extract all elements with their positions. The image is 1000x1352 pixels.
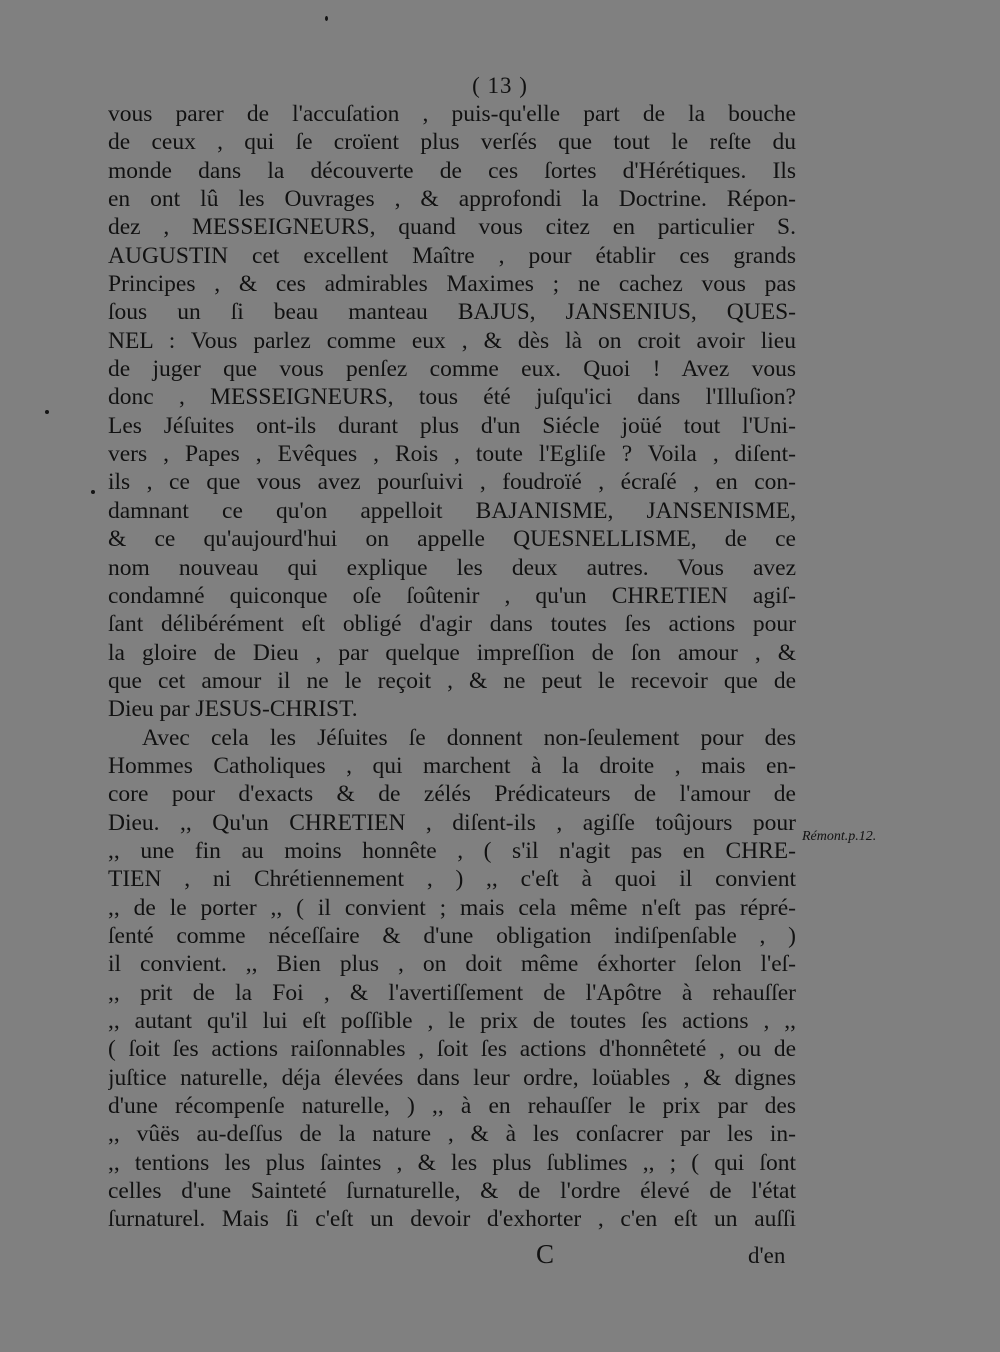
text-line: de ceux , qui ſe croïent plus verſés que tout le reſte du xyxy=(108,129,796,156)
margin-note: Rémont.p.12. xyxy=(802,829,877,844)
text-line: dez , MESSEIGNEURS, quand vous citez en particulier S. xyxy=(108,214,796,241)
text-line: condamné quiconque oſe ſoûtenir , qu'un CHRETIEN agiſ- xyxy=(108,582,796,609)
text-line: ,, de le porter ,, ( il convient ; mais cela même n'eſt pas répré- xyxy=(108,894,796,921)
catchword: d'en xyxy=(748,1243,786,1268)
text-line: que cet amour il ne le reçoit , & ne peut le recevoir que de xyxy=(108,667,796,694)
text-line: ( ſoit ſes actions raiſonnables , ſoit ſes actions d'honnêteté , ou de xyxy=(108,1036,796,1063)
text-line: Dieu. ,, Qu'un CHRETIEN , diſent-ils , agiſſe toûjours pour xyxy=(108,809,796,836)
signature-mark: C xyxy=(536,1239,555,1269)
text-line: ,, tentions les plus ſaintes , & les plus ſublimes ,, ; ( qui ſont xyxy=(108,1149,796,1176)
text-line: NEL : Vous parlez comme eux , & dès là on croit avoir lieu xyxy=(108,327,796,354)
text-line: la gloire de Dieu , par quelque impreſſion de ſon amour , & xyxy=(108,639,796,666)
body-text xyxy=(108,100,796,1234)
text-line: ſurnaturel. Mais ſi c'eſt un devoir d'exhorter , c'en eſt un auſſi xyxy=(108,1206,796,1233)
text-line: TIEN , ni Chrétiennement , ) ,, c'eſt à quoi il convient xyxy=(108,866,796,893)
text-line: ſant délibérément eſt obligé d'agir dans toutes ſes actions pour xyxy=(108,611,796,638)
text-line: donc , MESSEIGNEURS, tous été juſqu'ici dans l'Illuſion? xyxy=(108,384,796,411)
text-line: d'une récompenſe naturelle, ) ,, à en rehauſſer le prix par des xyxy=(108,1093,796,1120)
text-line: & ce qu'aujourd'hui on appelle QUESNELLISME, de ce xyxy=(108,526,796,553)
text-line: ſenté comme néceſſaire & d'une obligation indiſpenſable , ) xyxy=(108,922,796,949)
text-line: core pour d'exacts & de zélés Prédicateurs de l'amour de xyxy=(108,781,796,808)
ink-speck xyxy=(45,410,49,414)
text-line: ,, prit de la Foi , & l'avertiſſement de l'Apôtre à rehauſſer xyxy=(108,979,796,1006)
text-line: juſtice naturelle, déja élevées dans leur ordre, loüables , & dignes xyxy=(108,1064,796,1091)
text-line: ,, une fin au moins honnête , ( s'il n'agit pas en CHRE- xyxy=(108,837,796,864)
text-line: vers , Papes , Evêques , Rois , toute l'Egliſe ? Voila , diſent- xyxy=(108,441,796,468)
text-line: en ont lû les Ouvrages , & approfondi la Doctrine. Répon- xyxy=(108,186,796,213)
text-line: Avec cela les Jéſuites ſe donnent non-ſeulement pour des xyxy=(142,724,796,751)
text-line: ,, vûës au-deſſus de la nature , & à les conſacrer par les in- xyxy=(108,1121,796,1148)
ink-speck xyxy=(325,16,328,21)
text-line: ,, autant qu'il lui eſt poſſible , le prix de toutes ſes actions , ,, xyxy=(108,1008,796,1034)
text-line: Principes , & ces admirables Maximes ; ne cachez vous pas xyxy=(108,271,796,298)
text-line: ils , ce que vous avez pourſuivi , foudroïé , écraſé , en con- xyxy=(108,469,796,496)
text-line: damnant ce qu'on appelloit BAJANISME, JANSENISME, xyxy=(108,497,796,524)
text-line: nom nouveau qui explique les deux autres. Vous avez xyxy=(108,554,796,581)
text-line: ſous un ſi beau manteau BAJUS, JANSENIUS, QUES- xyxy=(108,299,796,326)
text-line: celles d'une Sainteté ſurnaturelle, & de l'ordre élevé de l'état xyxy=(108,1178,796,1205)
text-line: AUGUSTIN cet excellent Maître , pour établir ces grands xyxy=(108,242,796,269)
text-line: Hommes Catholiques , qui marchent à la droite , mais en- xyxy=(108,752,796,779)
page-number: ( 13 ) xyxy=(472,73,528,98)
text-line: de juger que vous penſez comme eux. Quoi ! Avez vous xyxy=(108,356,796,383)
text-line: monde dans la découverte de ces ſortes d'Hérétiques. Ils xyxy=(108,157,796,184)
text-line: Dieu par JESUS-CHRIST. xyxy=(108,696,358,723)
text-line: il convient. ,, Bien plus , on doit même éxhorter ſelon l'eſ- xyxy=(108,951,796,978)
text-line: vous parer de l'accuſation , puis-qu'elle part de la bouche xyxy=(108,101,796,127)
ink-speck xyxy=(91,490,95,494)
text-line: Les Jéſuites ont-ils durant plus d'un Siécle joüé tout l'Uni- xyxy=(108,412,796,439)
